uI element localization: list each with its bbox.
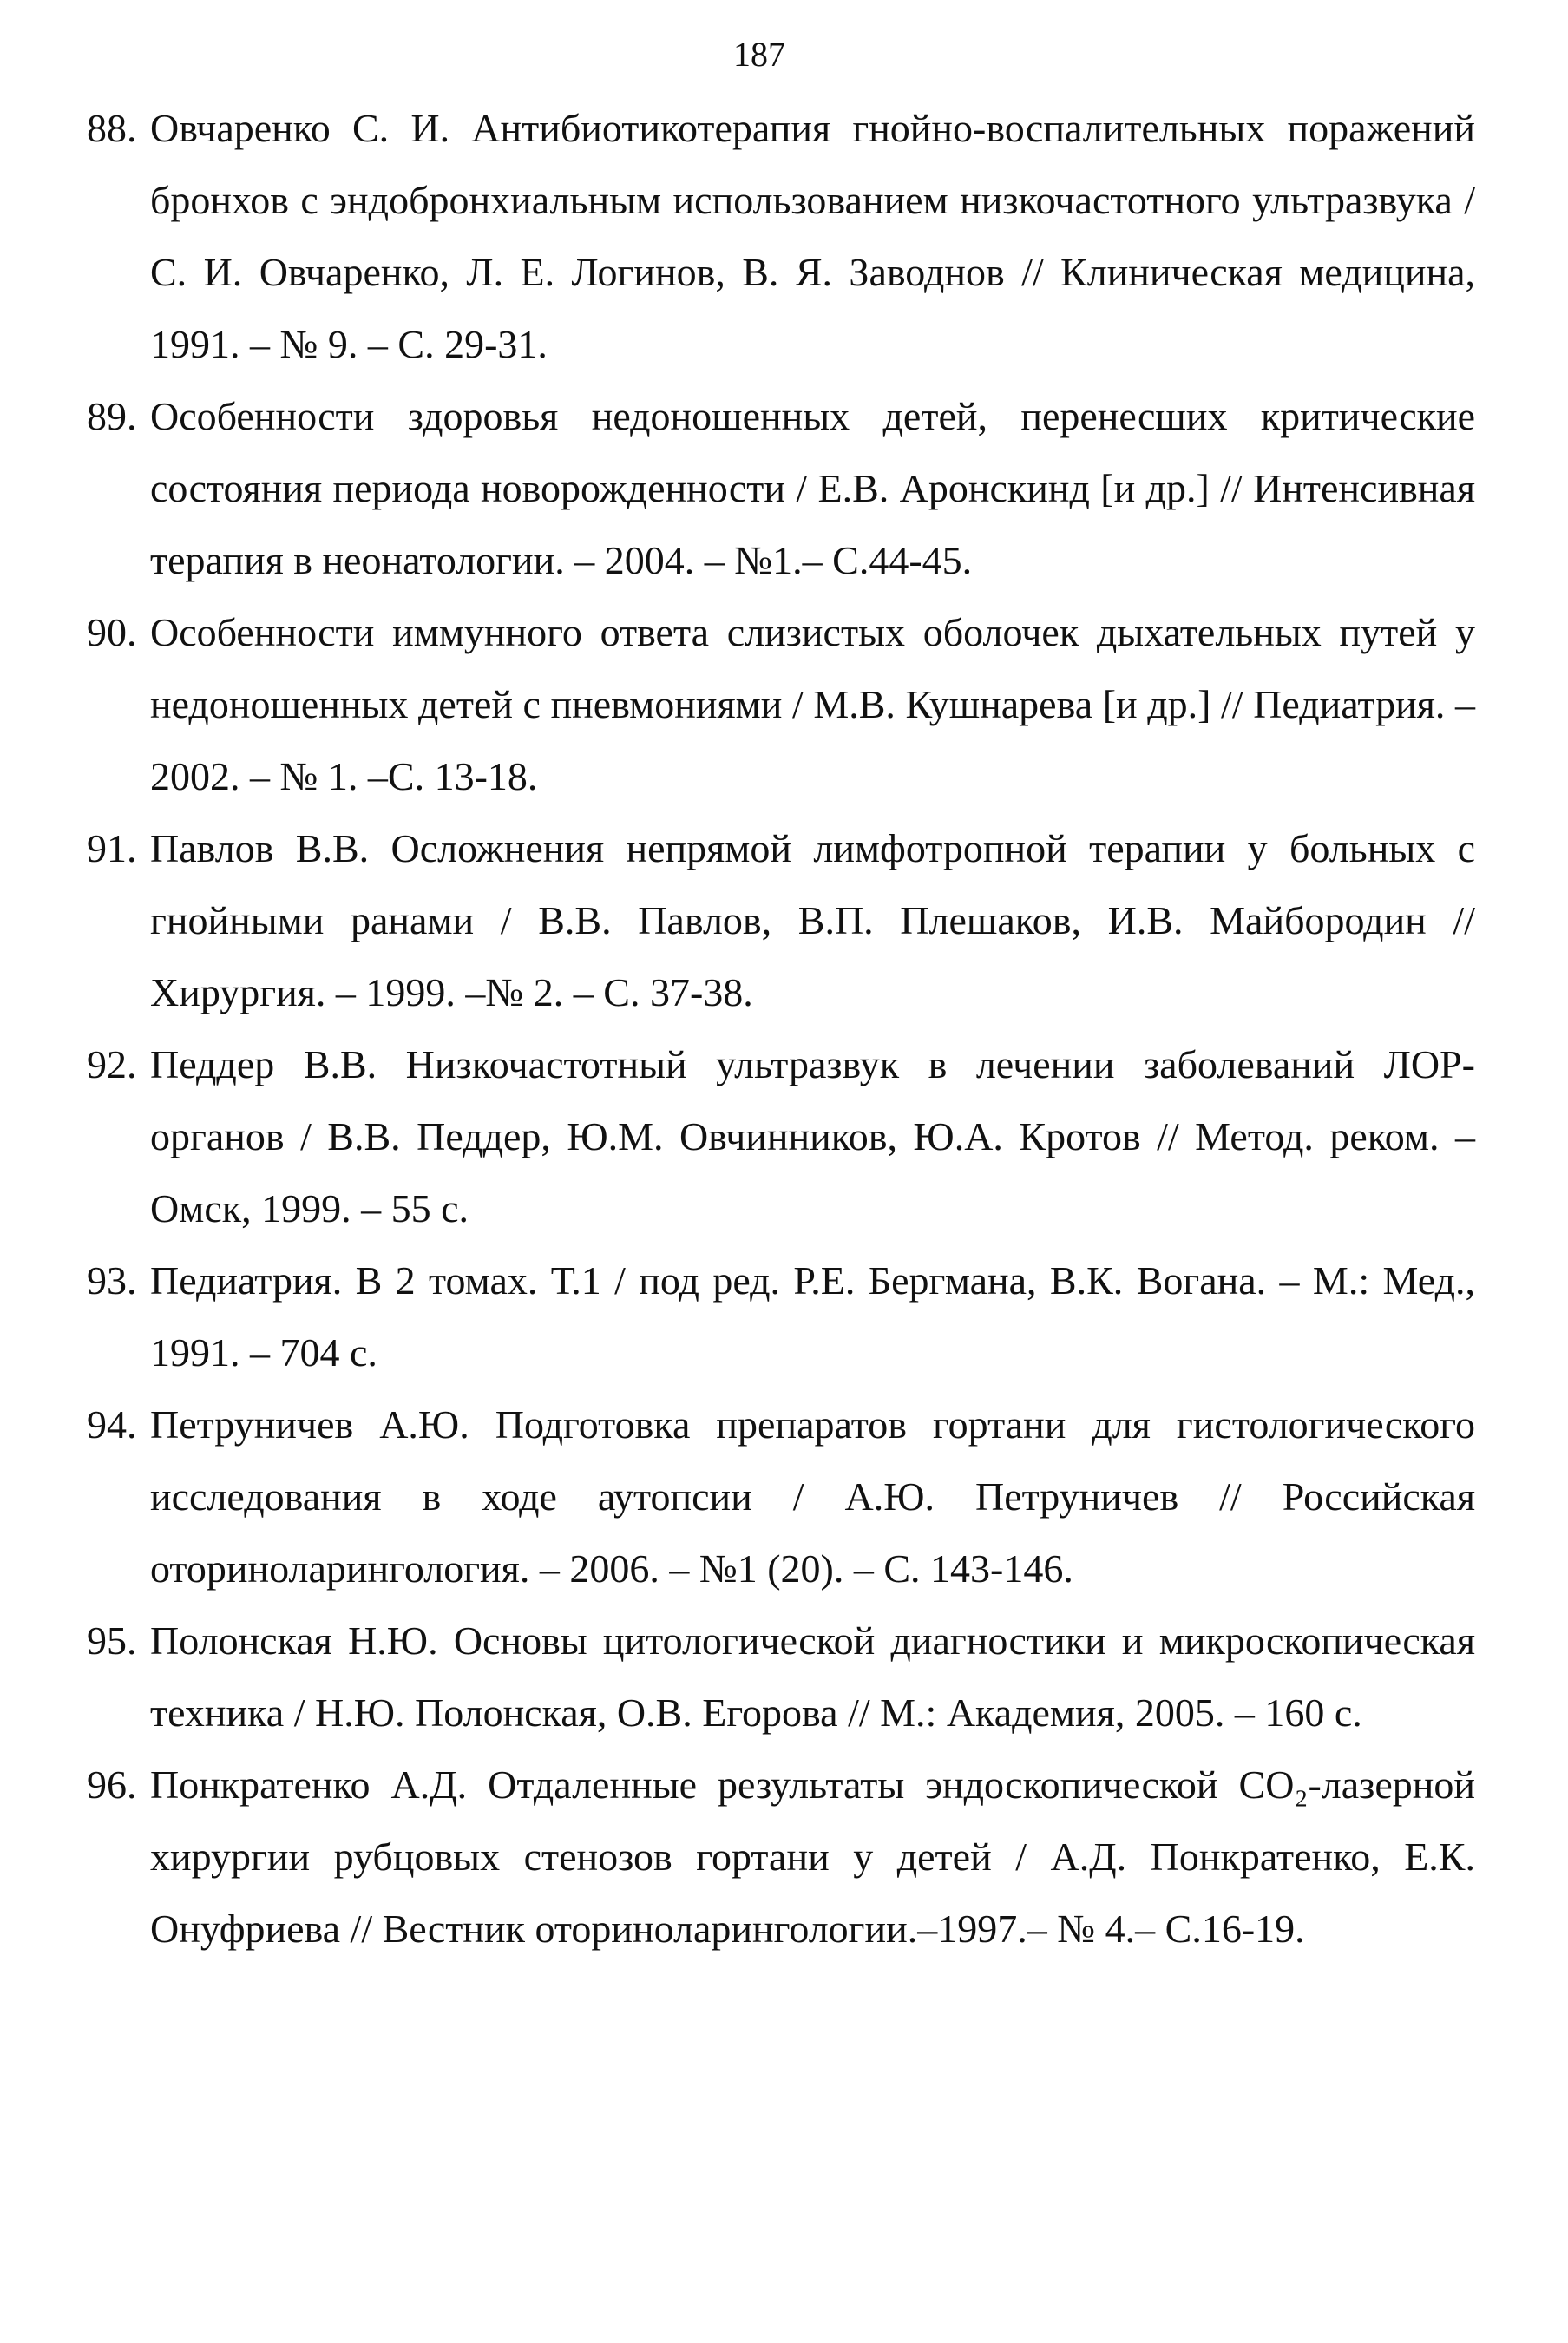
- entry-text: Особенности здоровья недоношенных детей, перенесших критические состояния периода новорожденности / Е.В. Аронскинд [и др.] // Интенсивная терапия в неонатологии. – 2004. – №1.– С.44-45.: [150, 394, 1475, 582]
- bibliography-entry: [87, 1388, 1475, 1605]
- bibliography-entry: [87, 596, 1475, 812]
- entry-text: Педиатрия. В 2 томах. Т.1 / под ред. Р.Е. Бергмана, В.К. Вогана. – М.: Мед., 1991. – 704 с.: [150, 1258, 1475, 1375]
- bibliography-entry: [87, 812, 1475, 1028]
- entry-text: Павлов В.В. Осложнения непрямой лимфотропной терапии у больных с гнойными ранами / В.В. Павлов, В.П. Плешаков, И.В. Майбородин // Хирургия. – 1999. –№ 2. – С. 37-38.: [150, 826, 1475, 1014]
- page-number: 187: [733, 35, 785, 74]
- bibliography-list: [87, 92, 1475, 1965]
- entry-number: 91.: [87, 826, 137, 870]
- entry-text: Педдер В.В. Низкочастотный ультразвук в лечении заболеваний ЛОР-органов / В.В. Педдер, Ю.М. Овчинников, Ю.А. Кротов // Метод. реком. – Омск, 1999. – 55 с.: [150, 1042, 1475, 1231]
- entry-number: 93.: [87, 1258, 137, 1303]
- entry-number: 92.: [87, 1042, 137, 1086]
- entry-text: Понкратенко А.Д. Отдаленные результаты эндоскопической СО₂-лазерной хирургии рубцовых стенозов гортани у детей / А.Д. Понкратенко, Е.К. Онуфриева // Вестник оториноларингологии.–1997.– № 4.– С.16-19.: [150, 1762, 1475, 1951]
- bibliography-entry: [87, 1244, 1475, 1388]
- bibliography-entry: [87, 1605, 1475, 1749]
- entry-number: 95.: [87, 1618, 137, 1663]
- entry-number: 94.: [87, 1402, 137, 1447]
- entry-text: Петруничев А.Ю. Подготовка препаратов гортани для гистологического исследования в ходе аутопсии / А.Ю. Петруничев // Российская оториноларингология. – 2006. – №1 (20). – С. 143-146.: [150, 1402, 1475, 1591]
- entry-text: Особенности иммунного ответа слизистых оболочек дыхательных путей у недоношенных детей с пневмониями / М.В. Кушнарева [и др.] // Педиатрия. – 2002. – № 1. –С. 13-18.: [150, 610, 1475, 798]
- entry-text: Овчаренко С. И. Антибиотикотерапия гнойно-воспалительных поражений бронхов с эндобронхиальным использованием низкочастотного ультразвука / С. И. Овчаренко, Л. Е. Логинов, В. Я. Заводнов // Клиническая медицина, 1991. – № 9. – С. 29-31.: [150, 106, 1475, 366]
- entry-number: 88.: [87, 106, 137, 150]
- bibliography-entry: [87, 92, 1475, 380]
- entry-number: 89.: [87, 394, 137, 438]
- entry-number: 96.: [87, 1762, 137, 1807]
- entry-text: Полонская Н.Ю. Основы цитологической диагностики и микроскопическая техника / Н.Ю. Полонская, О.В. Егорова // М.: Академия, 2005. – 160 с.: [150, 1618, 1475, 1735]
- entry-number: 90.: [87, 610, 137, 654]
- bibliography-entry: [87, 380, 1475, 596]
- bibliography-entry: [87, 1749, 1475, 1965]
- bibliography-entry: [87, 1028, 1475, 1244]
